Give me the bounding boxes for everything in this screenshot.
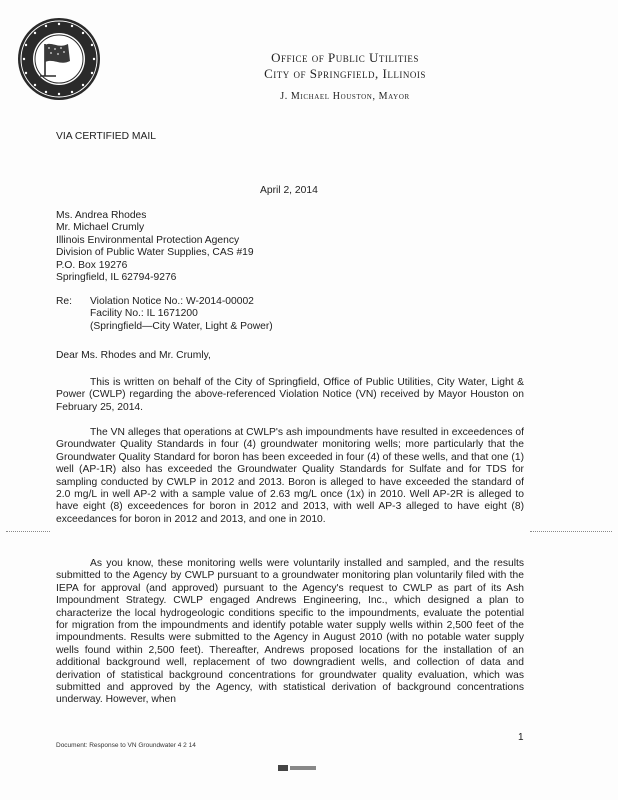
address-line: Mr. Michael Crumly: [56, 222, 145, 234]
address-line: P.O. Box 19276: [56, 259, 128, 271]
salutation: Dear Ms. Rhodes and Mr. Crumly,: [56, 350, 211, 361]
delivery-method: VIA CERTIFIED MAIL: [56, 131, 156, 142]
paragraph-text: This is written on behalf of the City of Springfield, Office of Public Utilities, City Water, Light & Power (CWLP) regarding the above-referenced Violation Notice (VN) received by Mayor Houston on February 25, 2014.: [56, 377, 524, 413]
re-label: Re:: [56, 296, 73, 307]
letter-date: April 2, 2014: [260, 185, 318, 196]
scan-artifact-dots: [6, 531, 50, 532]
address-line: Ms. Andrea Rhodes: [56, 210, 147, 221]
address-line: Springfield, IL 62794-9276: [56, 271, 177, 283]
scan-artifact-dots: [530, 531, 612, 532]
letterhead-office: Office of Public Utilities: [271, 50, 419, 65]
paragraph-text: As you know, these monitoring wells were voluntarily installed and sampled, and the results submitted to the Agency by CWLP pursuant to a groundwater monitoring plan voluntarily filed with the IEPA for approval (and approved) pursuant to the Agency's request to CWLP as part of its Ash Impoundment Strategy. CWLP engaged Andrews Engineering, Inc., which designed a plan to characterize the local hydrogeologic conditions specific to the impoundments, evaluate the potential for migration from the impoundments and identify potable water supply wells within 2,500 feet of the impoundments. Results were submitted to the Agency in August 2010 (with no potable water supply wells found within 2,500 feet). Thereafter, Andrews proposed locations for the installation of an additional background well, replacement of two downgradient wells, and collection of data and derivation of statistical background concentrations for groundwater quality evaluation, which was submitted and approved by the Agency, with statistical derivation of background concentrations underway. However, when: [56, 558, 524, 706]
letterhead-city: City of Springfield, Illinois: [264, 66, 426, 81]
re-line: (Springfield—City Water, Light & Power): [90, 320, 273, 332]
body-paragraph: [56, 558, 524, 707]
body-paragraph: [56, 427, 524, 526]
re-block: [90, 296, 273, 333]
paragraph-text: The VN alleges that operations at CWLP's ash impoundments have resulted in exceedences of Groundwater Quality Standards in four (4) groundwater monitoring wells; more particularly that the Groundwater Quality Standard for boron has been exceeded in four (4) of these wells, and that one (1) well (AP-1R) also has exceeded the Groundwater Quality Standards for Sulfate and for TDS for sampling conducted by CWLP in 2012 and 2013. Boron is alleged to have exceeded the standard of 2.0 mg/L in well AP-2 with a sample value of 2.63 mg/L once (1x) in 2010. Well AP-2R is alleged to have eight (8) exceedences for boron in 2012 and 2013, with well AP-3 alleged to have eight (8) exceedances for boron in 2012 and 2013, and one in 2010.: [56, 427, 524, 525]
address-line: Illinois Environmental Protection Agency: [56, 234, 240, 246]
page-number: 1: [518, 732, 524, 743]
body-paragraph: [56, 377, 524, 414]
re-line: Violation Notice No.: W-2014-00002: [90, 296, 254, 307]
letterhead-mayor: J. Michael Houston, Mayor: [280, 91, 410, 102]
footer-document-name: Document: Response to VN Groundwater 4 2 14: [56, 742, 196, 749]
recycled-mark-icon: [278, 764, 318, 772]
city-seal-logo: [16, 16, 102, 102]
address-line: Division of Public Water Supplies, CAS #19: [56, 247, 254, 259]
re-line: Facility No.: IL 1671200: [90, 308, 198, 320]
recipient-address: [56, 210, 254, 284]
